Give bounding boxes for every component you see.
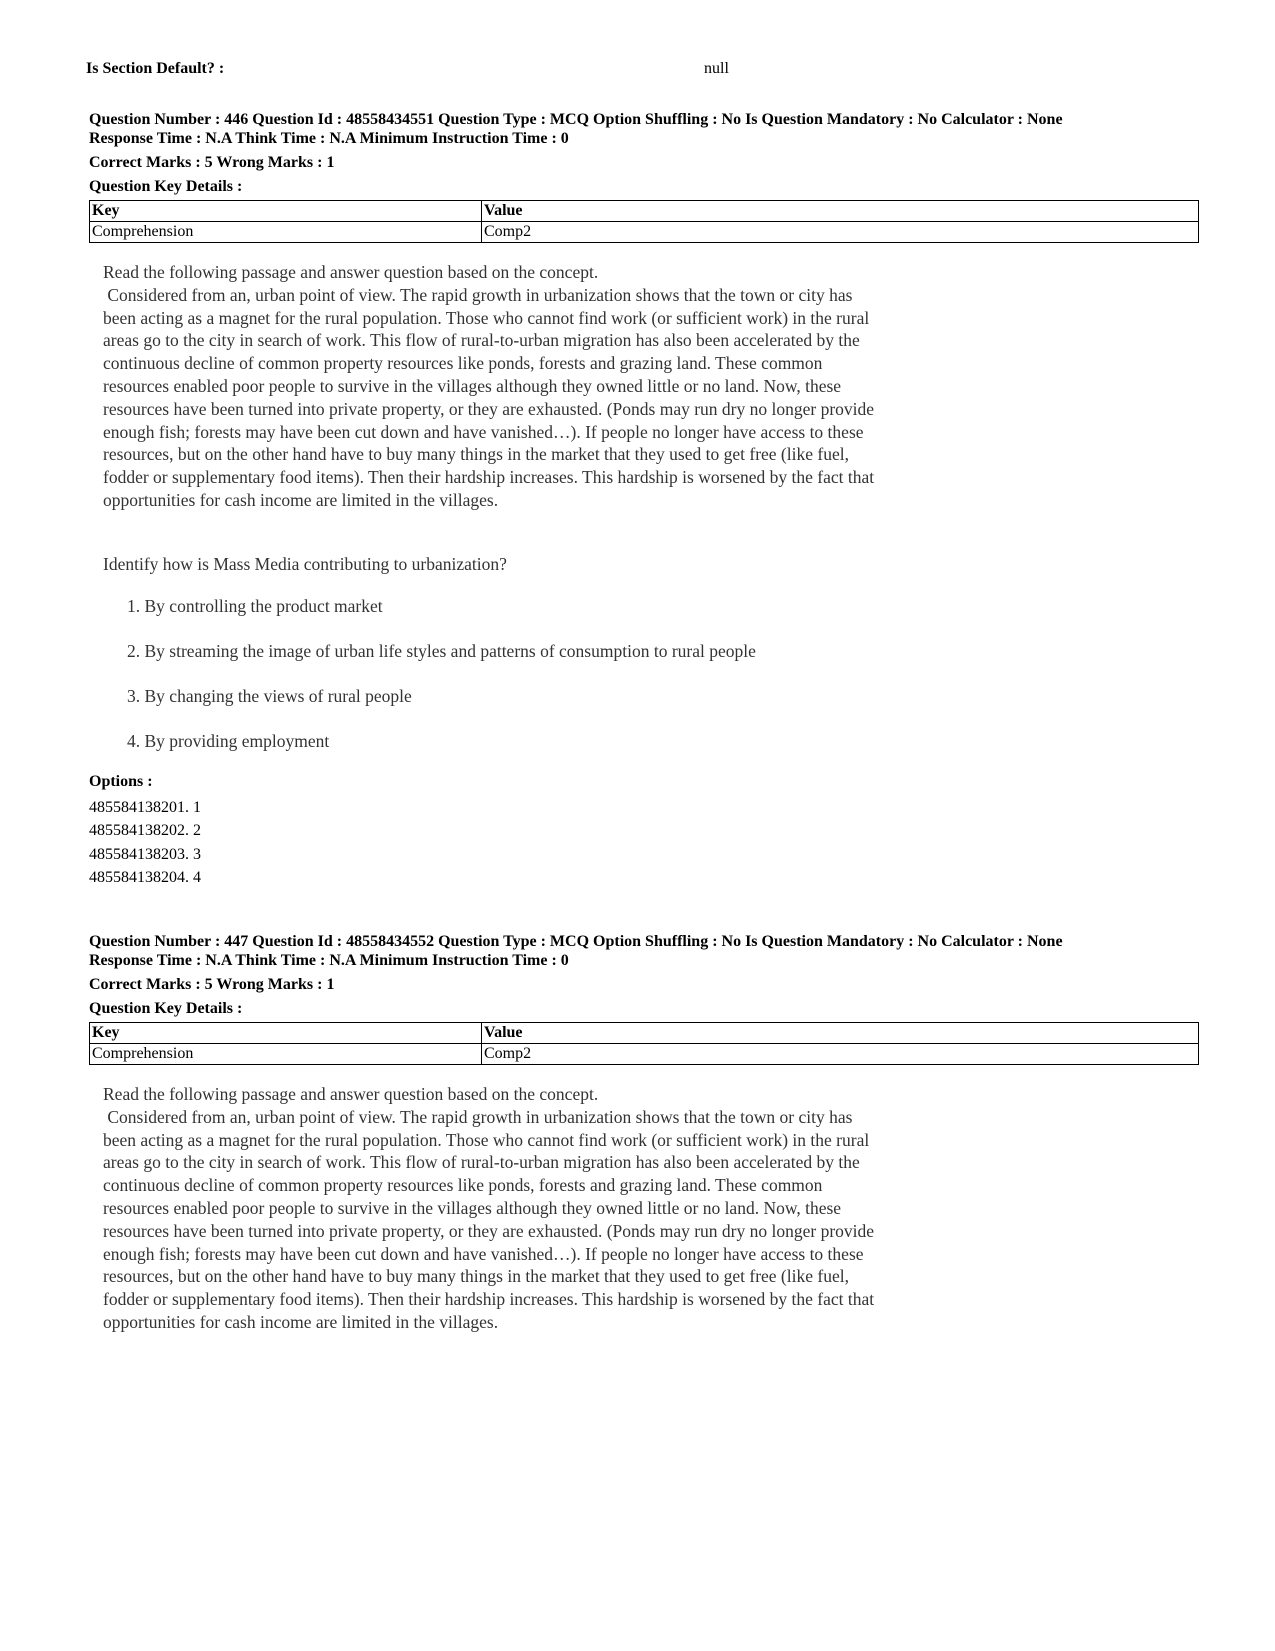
passage-line: been acting as a magnet for the rural population. Those who cannot find work (or sufficient work) in the rural <box>103 307 870 328</box>
passage-line: Considered from an, urban point of view. The rapid growth in urbanization shows that the town or city has <box>103 284 853 305</box>
passage-intro: Read the following passage and answer question based on the concept. <box>103 1084 599 1104</box>
key-table-key-cell: Comprehension <box>90 1044 482 1065</box>
passage-line: been acting as a magnet for the rural population. Those who cannot find work (or sufficient work) in the rural <box>103 1129 870 1150</box>
question-key-details-label: Question Key Details : <box>89 1000 243 1017</box>
question-block-446 <box>89 110 1199 890</box>
passage-line: resources have been turned into private property, or they are exhausted. (Ponds may run dry no longer provide <box>103 1220 875 1241</box>
passage-line: areas go to the city in search of work. This flow of rural-to-urban migration has also been accelerated by the <box>103 1152 860 1173</box>
passage-line: continuous decline of common property resources like ponds, forests and grazing land. These common <box>103 353 823 374</box>
question-marks: Correct Marks : 5 Wrong Marks : 1 <box>89 154 335 171</box>
question-meta-line-2: Response Time : N.A Think Time : N.A Minimum Instruction Time : 0 <box>89 130 569 147</box>
options-label: Options : <box>89 772 153 790</box>
key-table-header-key: Key <box>90 201 482 222</box>
passage-line: resources, but on the other hand have to buy many things in the market that they used to get free (like fuel, <box>103 1266 849 1287</box>
passage-line: enough fish; forests may have been cut down and have vanished…). If people no longer have access to these <box>103 1243 864 1264</box>
passage-line: resources have been turned into private property, or they are exhausted. (Ponds may run dry no longer provide <box>103 398 875 419</box>
passage-line: resources enabled poor people to survive in the villages although they owned little or no land. Now, these <box>103 1197 842 1218</box>
answer-choice: 1. By controlling the product market <box>127 595 383 616</box>
key-table-header-key: Key <box>90 1023 482 1044</box>
passage-line: fodder or supplementary food items). Then their hardship increases. This hardship is worsened by the fact that <box>103 1289 875 1310</box>
option-ids-list <box>89 796 1199 890</box>
question-text: Identify how is Mass Media contributing to urbanization? <box>103 553 507 574</box>
passage-line: areas go to the city in search of work. This flow of rural-to-urban migration has also been accelerated by the <box>103 330 860 351</box>
comprehension-passage <box>103 1083 983 1334</box>
key-table-header-row <box>90 1023 1199 1044</box>
question-key-table <box>89 200 1199 243</box>
question-meta-line-1: Question Number : 446 Question Id : 48558434551 Question Type : MCQ Option Shuffling : No Is Question Mandatory : No Calculator : None <box>89 111 1063 128</box>
comprehension-passage <box>103 261 983 512</box>
key-table-row <box>90 222 1199 243</box>
passage-intro: Read the following passage and answer question based on the concept. <box>103 262 599 282</box>
question-key-details-label: Question Key Details : <box>89 178 243 195</box>
passage-line: fodder or supplementary food items). Then their hardship increases. This hardship is worsened by the fact that <box>103 467 875 488</box>
option-id-item: 485584138203. 3 <box>89 845 201 863</box>
answer-choice: 4. By providing employment <box>127 730 330 751</box>
answer-choice: 3. By changing the views of rural people <box>127 685 412 706</box>
section-default-value: null <box>704 60 729 77</box>
question-key-table <box>89 1022 1199 1065</box>
option-id-item: 485584138201. 1 <box>89 798 201 816</box>
key-table-value-cell: Comp2 <box>482 1044 1199 1065</box>
passage-line: Considered from an, urban point of view. The rapid growth in urbanization shows that the town or city has <box>103 1106 853 1127</box>
question-meta-line-1: Question Number : 447 Question Id : 48558434552 Question Type : MCQ Option Shuffling : No Is Question Mandatory : No Calculator : None <box>89 933 1063 950</box>
option-id-item: 485584138202. 2 <box>89 822 201 840</box>
passage-line: opportunities for cash income are limited in the villages. <box>103 489 499 510</box>
option-id-item: 485584138204. 4 <box>89 869 201 887</box>
passage-line: enough fish; forests may have been cut down and have vanished…). If people no longer have access to these <box>103 421 864 442</box>
question-block-447 <box>89 932 1199 1334</box>
passage-line: continuous decline of common property resources like ponds, forests and grazing land. These common <box>103 1175 823 1196</box>
question-marks: Correct Marks : 5 Wrong Marks : 1 <box>89 976 335 993</box>
passage-line: resources enabled poor people to survive in the villages although they owned little or no land. Now, these <box>103 375 842 396</box>
key-table-key-cell: Comprehension <box>90 222 482 243</box>
passage-line: opportunities for cash income are limited in the villages. <box>103 1311 499 1332</box>
key-table-value-cell: Comp2 <box>482 222 1199 243</box>
section-default-row <box>86 60 1186 84</box>
section-default-label: Is Section Default? : <box>86 60 225 77</box>
key-table-header-value: Value <box>482 201 1199 222</box>
key-table-header-row <box>90 201 1199 222</box>
passage-line: resources, but on the other hand have to buy many things in the market that they used to get free (like fuel, <box>103 444 849 465</box>
answer-choice: 2. By streaming the image of urban life styles and patterns of consumption to rural people <box>127 640 756 661</box>
key-table-row <box>90 1044 1199 1065</box>
question-meta-line-2: Response Time : N.A Think Time : N.A Minimum Instruction Time : 0 <box>89 952 569 969</box>
answer-choices <box>127 595 1199 775</box>
key-table-header-value: Value <box>482 1023 1199 1044</box>
